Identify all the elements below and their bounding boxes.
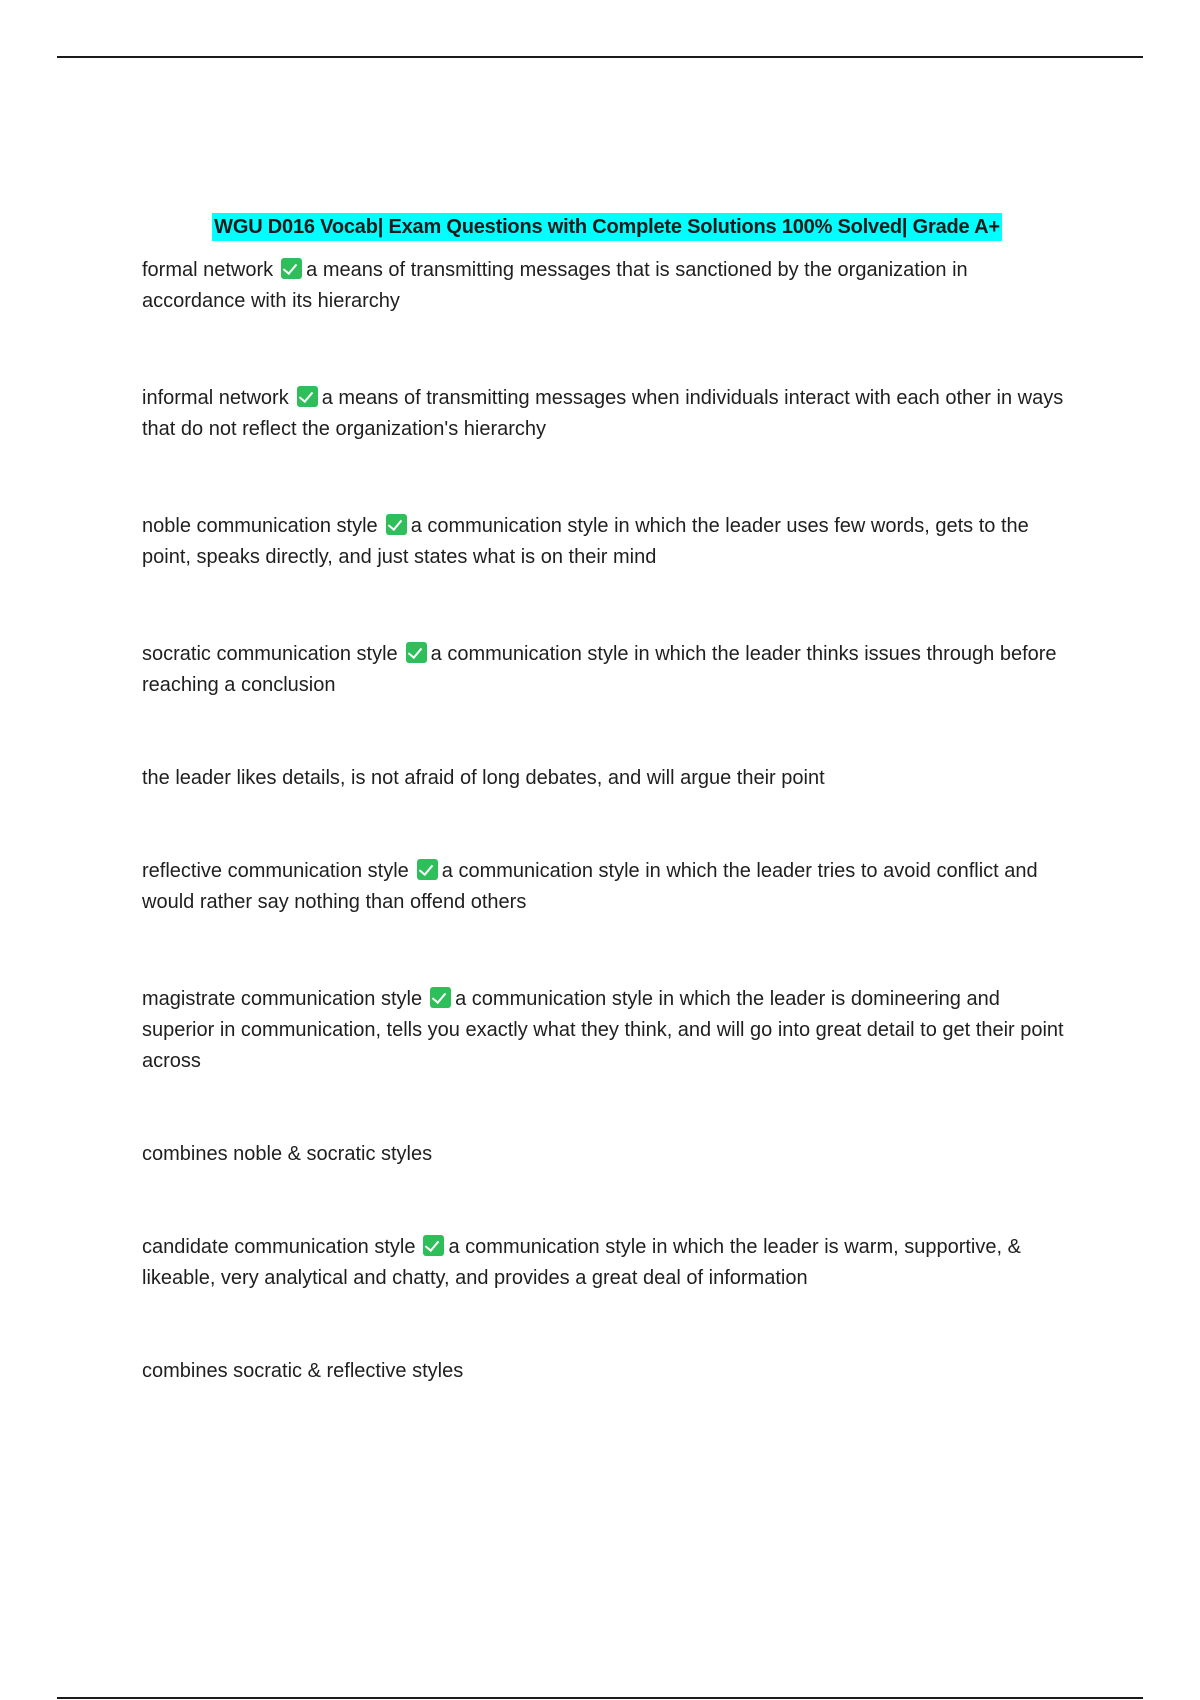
vocab-note: combines socratic & reflective styles (142, 1360, 464, 1382)
check-mark-icon (297, 386, 318, 407)
document-body (142, 213, 1072, 1387)
entry-term: candidate communication style (142, 1236, 416, 1258)
entry-term: noble communication style (142, 515, 378, 537)
vocab-entry (142, 255, 1072, 317)
vocab-entry (142, 383, 1072, 445)
vocab-note: combines noble & socratic styles (142, 1143, 433, 1165)
entry-definition: a communication style in which the leader is domineering and superior in communication, tells you exactly what they think, and will go into great detail to get their point across (142, 988, 1064, 1072)
entry-term: formal network (142, 259, 274, 281)
check-mark-icon (281, 258, 302, 279)
check-mark-icon (386, 514, 407, 535)
check-mark-icon (430, 987, 451, 1008)
entry-definition: a communication style in which the leader uses few words, gets to the point, speaks directly, and just states what is on their mind (142, 515, 1029, 568)
entry-definition: a communication style in which the leader is warm, supportive, & likeable, very analytical and chatty, and provides a great deal of information (142, 1236, 1021, 1289)
entry-term: magistrate communication style (142, 988, 423, 1010)
entry-definition: a communication style in which the leader tries to avoid conflict and would rather say nothing than offend others (142, 860, 1038, 913)
bottom-rule (57, 1697, 1143, 1699)
check-mark-icon (406, 642, 427, 663)
entry-definition: a means of transmitting messages that is sanctioned by the organization in accordance with its hierarchy (142, 259, 968, 312)
entry-term: informal network (142, 387, 289, 409)
vocab-entry (142, 1232, 1072, 1294)
vocab-note: the leader likes details, is not afraid of long debates, and will argue their point (142, 767, 825, 789)
check-mark-icon (417, 859, 438, 880)
vocab-entry (142, 856, 1072, 918)
title-row (142, 213, 1072, 241)
entry-term: socratic communication style (142, 643, 398, 665)
vocab-entry (142, 984, 1072, 1077)
check-mark-icon (423, 1235, 444, 1256)
vocab-entry (142, 639, 1072, 701)
entry-term: reflective communication style (142, 860, 409, 882)
document-title: WGU D016 Vocab| Exam Questions with Complete Solutions 100% Solved| Grade A+ (212, 213, 1002, 241)
top-rule (57, 56, 1143, 58)
vocab-entry (142, 511, 1072, 573)
entry-definition: a means of transmitting messages when individuals interact with each other in ways that do not reflect the organization's hierarchy (142, 387, 1064, 440)
entry-definition: a communication style in which the leader thinks issues through before reaching a conclusion (142, 643, 1057, 696)
